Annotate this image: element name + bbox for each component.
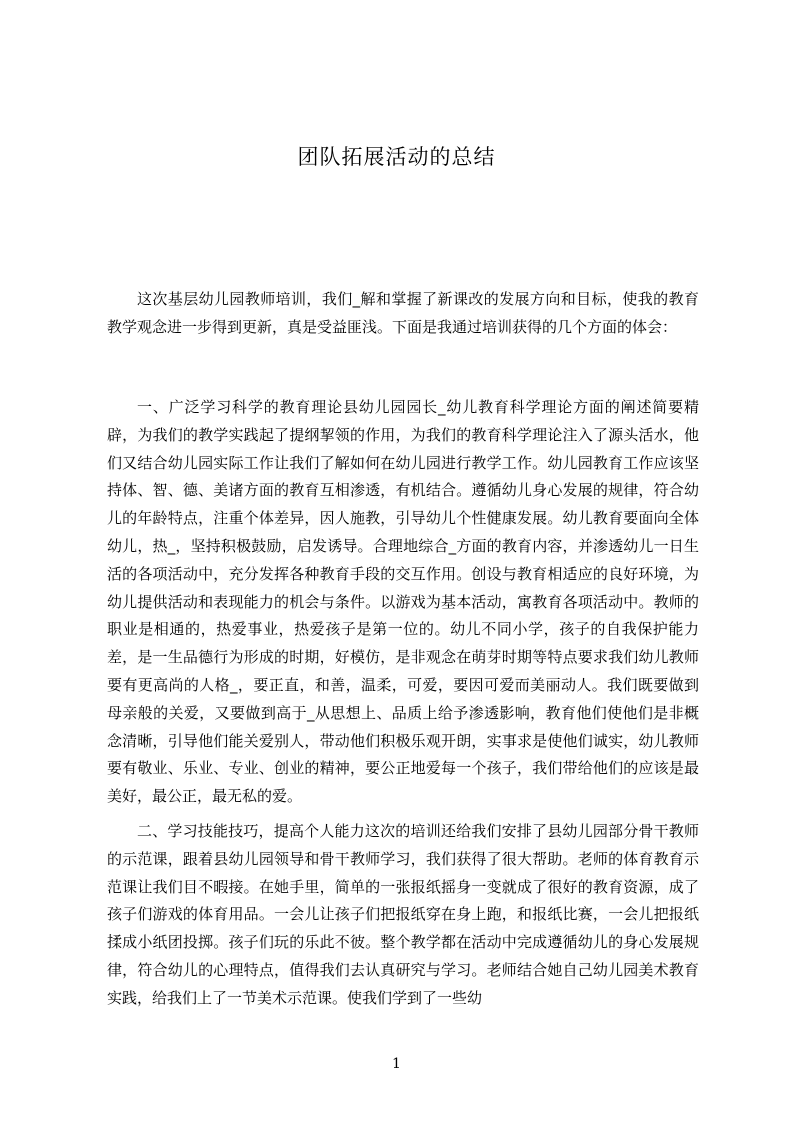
section-one-paragraph: 一、广泛学习科学的教育理论县幼儿园园长_幼儿教育科学理论方面的阐述简要精辟，为我们的教学实践起了提纲挈领的作用，为我们的教育科学理论注入了源头活水，他们又结合幼儿园实际工作让我们了解如何在幼儿园进行教学工作。幼儿园教育工作应该坚持体、智、德、美诸方面的教育互相渗透，有机结合。遵循幼儿身心发展的规律，符合幼儿的年龄特点，注重个体差异，因人施教，引导幼儿个性健康发展。幼儿教育要面向全体幼儿，热_，坚持积极鼓励，启发诱导。合理地综合_方面的教育内容，并渗透幼儿一日生活的各项活动中，充分发挥各种教育手段的交互作用。创设与教育相适应的良好环境，为幼儿提供活动和表现能力的机会与条件。以游戏为基本活动，寓教育各项活动中。教师的职业是相通的，热爱事业，热爱孩子是第一位的。幼儿不同小学，孩子的自我保护能力差，是一生品德行为形成的时期，好模仿，是非观念在萌芽时期等特点要求我们幼儿教师要有更高尚的人格_，要正直，和善，温柔，可爱，要因可爱而美丽动人。我们既要做到母亲般的关爱，又要做到高于_从思想上、品质上给予渗透影响，教育他们使他们是非概念清晰，引导他们能关爱别人，带动他们积极乐观开朗，实事求是使他们诚实，幼儿教师要有敬业、乐业、专业、创业的精神，要公正地爱每一个孩子，我们带给他们的应该是最美好，最公正，最无私的爱。 <box>107 398 699 806</box>
document-title: 团队拓展活动的总结 <box>297 145 496 169</box>
intro-paragraph: 这次基层幼儿园教师培训，我们_解和掌握了新课改的发展方向和目标，使我的教育教学观念进一步得到更新，真是受益匪浅。下面是我通过培训获得的几个方面的体会： <box>107 290 699 336</box>
section-two-paragraph: 二、学习技能技巧，提高个人能力这次的培训还给我们安排了县幼儿园部分骨干教师的示范课，跟着县幼儿园领导和骨干教师学习，我们获得了很大帮助。老师的体育教育示范课让我们目不暇接。在她手里，简单的一张报纸摇身一变就成了很好的教育资源，成了孩子们游戏的体育用品。一会儿让孩子们把报纸穿在身上跑，和报纸比赛，一会儿把报纸揉成小纸团投掷。孩子们玩的乐此不彼。整个教学都在活动中完成遵循幼儿的身心发展规律，符合幼儿的心理特点，值得我们去认真研究与学习。老师结合她自己幼儿园美术教育实践，给我们上了一节美术示范课。使我们学到了一些幼 <box>107 822 699 1007</box>
page-number: 1 <box>392 1056 401 1072</box>
